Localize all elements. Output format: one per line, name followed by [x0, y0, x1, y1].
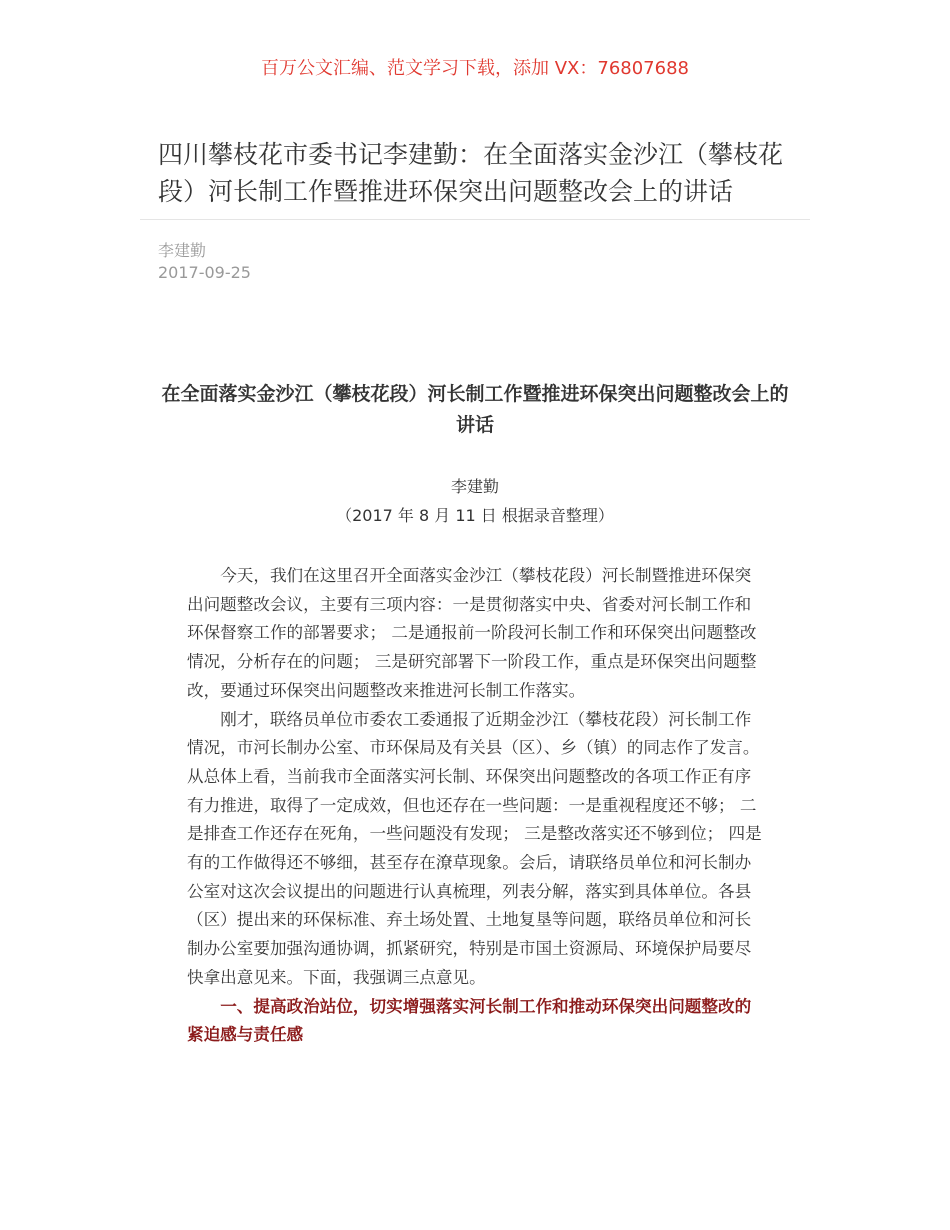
article-author: 李建勤	[158, 241, 207, 260]
page-title: 四川攀枝花市委书记李建勤：在全面落实金沙江（攀枝花段）河长制工作暨推进环保突出问题整改会上的讲话	[158, 140, 784, 206]
promo-banner: 百万公文汇编、范文学习下载，添加 VX：76807688	[261, 58, 689, 79]
section-heading: 一、提高政治站位，切实增强落实河长制工作和推动环保突出问题整改的紧迫感与责任感	[187, 996, 752, 1045]
article-date: 2017-09-25	[158, 263, 251, 282]
article-meta	[158, 240, 251, 284]
speech-date-note: （2017 年 8 月 11 日 根据录音整理）	[336, 506, 614, 525]
speech-body	[187, 562, 763, 1050]
title-divider	[140, 219, 810, 220]
speech-speaker: 李建勤	[450, 477, 499, 496]
body-paragraph: 刚才，联络员单位市委农工委通报了近期金沙江（攀枝花段）河长制工作情况，市河长制办公室、市环保局及有关县（区）、乡（镇）的同志作了发言。从总体上看，当前我市全面落实河长制、环保突出问题整改的各项工作正有序有力推进，取得了一定成效，但也还存在一些问题：一是重视程度还不够； 二是排查工作还存在死角，一些问题没有发现； 三是整改落实还不够到位； 四是有的工作做得还不够细，甚至存在潦草现象。会后，请联络员单位和河长制办公室对这次会议提出的问题进行认真梳理，列表分解，落实到具体单位。各县（区）提出来的环保标准、弃土场处置、土地复垦等问题，联络员单位和河长制办公室要加强沟通协调，抓紧研究，特别是市国土资源局、环境保护局要尽快拿出意见来。下面，我强调三点意见。	[187, 709, 762, 987]
body-paragraph: 今天，我们在这里召开全面落实金沙江（攀枝花段）河长制暨推进环保突出问题整改会议，主要有三项内容：一是贯彻落实中央、省委对河长制工作和环保督察工作的部署要求； 二是通报前一阶段河长制工作和环保突出问题整改情况，分析存在的问题； 三是研究部署下一阶段工作，重点是环保突出问题整改，要通过环保突出问题整改来推进河长制工作落实。	[187, 566, 757, 700]
speech-title: 在全面落实金沙江（攀枝花段）河长制工作暨推进环保突出问题整改会上的讲话	[161, 383, 789, 436]
